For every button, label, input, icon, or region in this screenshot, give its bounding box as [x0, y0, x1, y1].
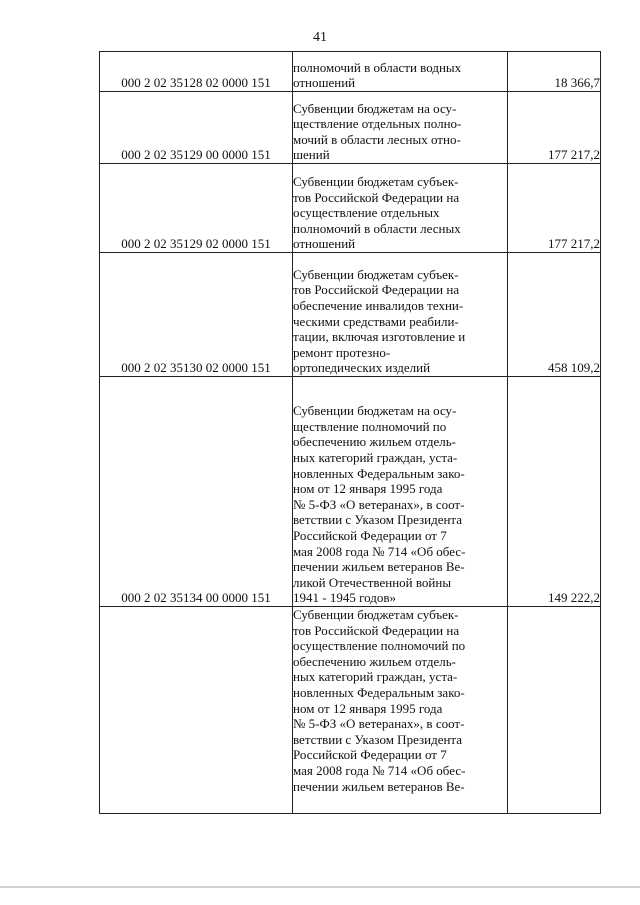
description-line: мочий в области лесных отно-	[293, 131, 461, 147]
amount-cell	[508, 607, 601, 814]
table-row	[100, 92, 601, 164]
description-line: новленных Федеральным зако-	[293, 684, 465, 700]
description-line: ном от 12 января 1995 года	[293, 481, 443, 497]
table-row	[100, 607, 601, 814]
budget-table	[99, 51, 601, 814]
amount-cell: 177 217,2	[508, 164, 601, 253]
budget-code-cell: 000 2 02 35128 02 0000 151	[100, 52, 293, 92]
amount-cell: 177 217,2	[508, 92, 601, 164]
table-row	[100, 377, 601, 607]
description-line: Субвенции бюджетам субъек-	[293, 266, 459, 282]
description-line: отношений	[293, 236, 356, 252]
description-line: № 5-ФЗ «О ветеранах», в соот-	[293, 496, 465, 512]
description-line: ном от 12 января 1995 года	[293, 700, 443, 716]
description-line: ветствии с Указом Президента	[293, 731, 463, 747]
description-cell	[293, 52, 508, 92]
budget-code-cell: 000 2 02 35130 02 0000 151	[100, 253, 293, 377]
amount-cell: 458 109,2	[508, 253, 601, 377]
description-line: ществление отдельных полно-	[293, 116, 462, 132]
description-line: полномочий в области лесных	[293, 220, 461, 236]
description-line: Субвенции бюджетам субъек-	[293, 607, 459, 622]
description-line: осуществление полномочий по	[293, 638, 466, 654]
description-line: ликой Отечественной войны	[293, 574, 452, 590]
description-line: тов Российской Федерации на	[293, 622, 460, 638]
amount-cell: 18 366,7	[508, 52, 601, 92]
budget-code-cell: 000 2 02 35129 00 0000 151	[100, 92, 293, 164]
budget-code-cell: 000 2 02 35134 00 0000 151	[100, 377, 293, 607]
budget-code-cell: 000 2 02 35129 02 0000 151	[100, 164, 293, 253]
description-line: мая 2008 года № 714 «Об обес-	[293, 762, 466, 778]
table-row	[100, 253, 601, 377]
description-line: тов Российской Федерации на	[293, 282, 460, 298]
description-cell	[293, 92, 508, 164]
description-line: ных категорий граждан, уста-	[293, 669, 458, 685]
description-cell	[293, 607, 508, 814]
description-line: мая 2008 года № 714 «Об обес-	[293, 543, 466, 559]
description-cell	[293, 164, 508, 253]
description-line: обеспечению жильем отдель-	[293, 434, 456, 450]
description-line: ветствии с Указом Президента	[293, 512, 463, 528]
description-line: обеспечение инвалидов техни-	[293, 298, 464, 314]
amount-cell: 149 222,2	[508, 377, 601, 607]
description-line: № 5-ФЗ «О ветеранах», в соот-	[293, 716, 465, 732]
description-line: печении жильем ветеранов Ве-	[293, 778, 465, 794]
description-line: Российской Федерации от 7	[293, 528, 447, 544]
description-line: ческими средствами реабили-	[293, 313, 459, 329]
page-bottom-rule	[0, 886, 640, 888]
description-cell	[293, 377, 508, 607]
table-row	[100, 52, 601, 92]
description-line: обеспечению жильем отдель-	[293, 653, 456, 669]
description-line: шений	[293, 147, 330, 163]
description-line: печении жильем ветеранов Ве-	[293, 559, 465, 575]
description-line: Субвенции бюджетам на осу-	[293, 403, 457, 419]
description-line: ортопедических изделий	[293, 360, 431, 376]
description-line: 1941 - 1945 годов»	[293, 590, 396, 606]
description-line: ремонт протезно-	[293, 344, 391, 360]
description-line: Российской Федерации от 7	[293, 747, 447, 763]
description-line: ных категорий граждан, уста-	[293, 450, 458, 466]
budget-code-cell	[100, 607, 293, 814]
description-line: тации, включая изготовление и	[293, 329, 466, 345]
description-line: тов Российской Федерации на	[293, 189, 460, 205]
description-line: Субвенции бюджетам на осу-	[293, 100, 457, 116]
description-line: новленных Федеральным зако-	[293, 465, 465, 481]
description-line: полномочий в области водных	[293, 59, 462, 75]
page-number: 41	[313, 30, 327, 45]
table-row	[100, 164, 601, 253]
description-line: ществление полномочий по	[293, 418, 447, 434]
description-line: отношений	[293, 75, 356, 91]
description-line: осуществление отдельных	[293, 205, 440, 221]
description-line: Субвенции бюджетам субъек-	[293, 174, 459, 190]
description-cell	[293, 253, 508, 377]
